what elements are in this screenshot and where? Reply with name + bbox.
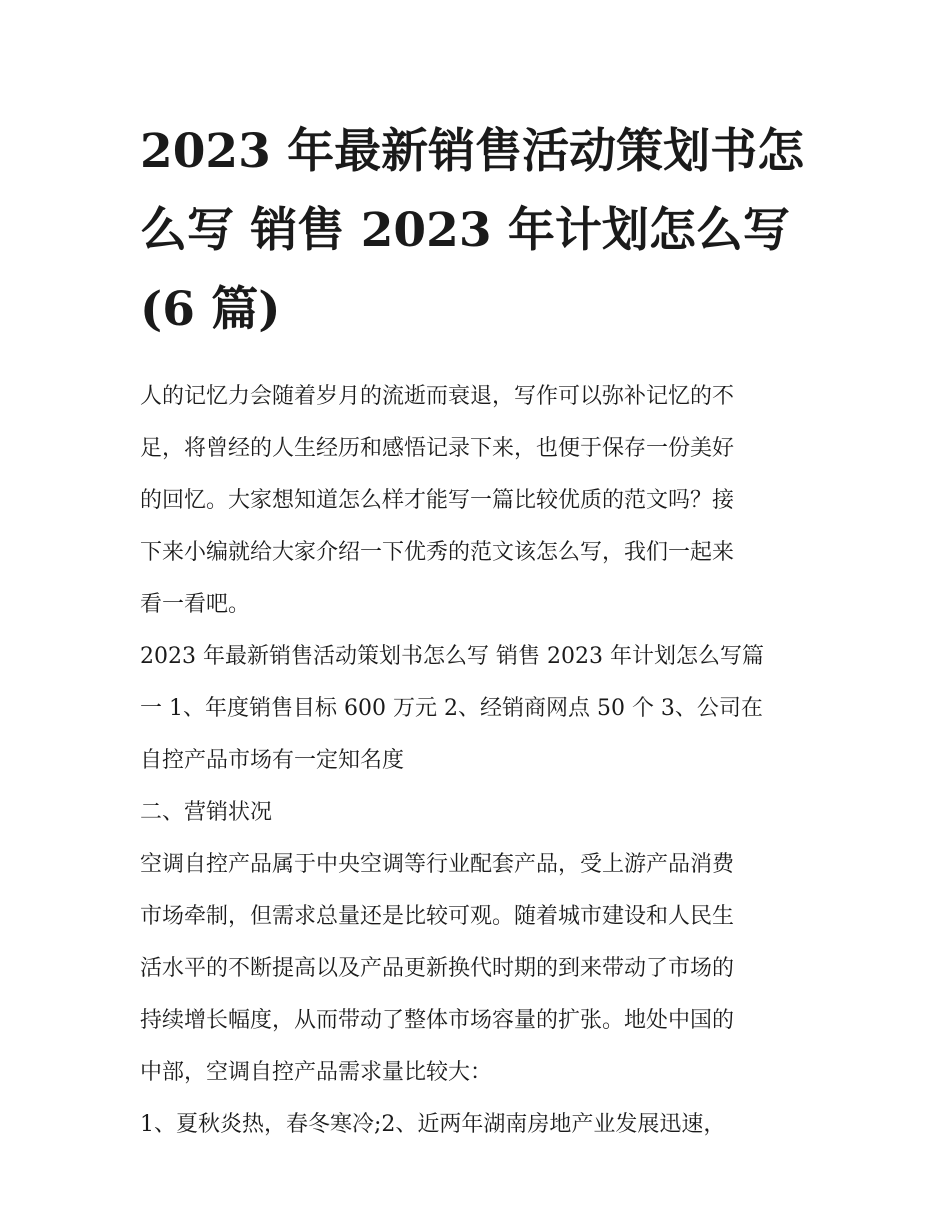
section-heading bbox=[140, 787, 812, 839]
text-line: 一 1、年度销售目标 600 万元 2、经销商网点 50 个 3、公司在 bbox=[140, 696, 763, 721]
text-line: 1、夏秋炎热，春冬寒冷;2、近两年湖南房地产业发展迅速， bbox=[140, 1112, 726, 1137]
text-line: 二、营销状况 bbox=[140, 800, 273, 825]
text-line: 自控产品市场有一定知名度 bbox=[140, 748, 405, 773]
text-line: 下来小编就给大家介绍一下优秀的范文该怎么写，我们一起来 bbox=[140, 540, 735, 565]
text-line: 市场牵制，但需求总量还是比较可观。随着城市建设和人民生 bbox=[140, 904, 735, 929]
market-paragraph bbox=[140, 839, 812, 1099]
text-line: 看一看吧。 bbox=[140, 592, 251, 617]
text-line: 人的记忆力会随着岁月的流逝而衰退，写作可以弥补记忆的不 bbox=[140, 384, 735, 409]
reasons-paragraph bbox=[140, 1099, 812, 1151]
title-line: 么写 销售 2023 年计划怎么写 bbox=[140, 203, 790, 258]
title-line: (6 篇) bbox=[140, 282, 281, 337]
text-line: 中部，空调自控产品需求量比较大： bbox=[140, 1060, 493, 1085]
text-line: 足，将曾经的人生经历和感悟记录下来，也便于保存一份美好 bbox=[140, 436, 735, 461]
document-page bbox=[140, 112, 812, 1151]
document-body bbox=[140, 371, 812, 1151]
text-line: 的回忆。大家想知道怎么样才能写一篇比较优质的范文吗？接 bbox=[140, 488, 735, 513]
text-line: 2023 年最新销售活动策划书怎么写 销售 2023 年计划怎么写篇 bbox=[140, 644, 764, 669]
title-line: 2023 年最新销售活动策划书怎 bbox=[140, 124, 805, 179]
text-line: 持续增长幅度，从而带动了整体市场容量的扩张。地处中国的 bbox=[140, 1008, 735, 1033]
text-line: 空调自控产品属于中央空调等行业配套产品，受上游产品消费 bbox=[140, 852, 735, 877]
intro-paragraph bbox=[140, 371, 812, 631]
text-line: 活水平的不断提高以及产品更新换代时期的到来带动了市场的 bbox=[140, 956, 735, 981]
sales-target-paragraph bbox=[140, 631, 812, 787]
document-title bbox=[140, 112, 812, 349]
